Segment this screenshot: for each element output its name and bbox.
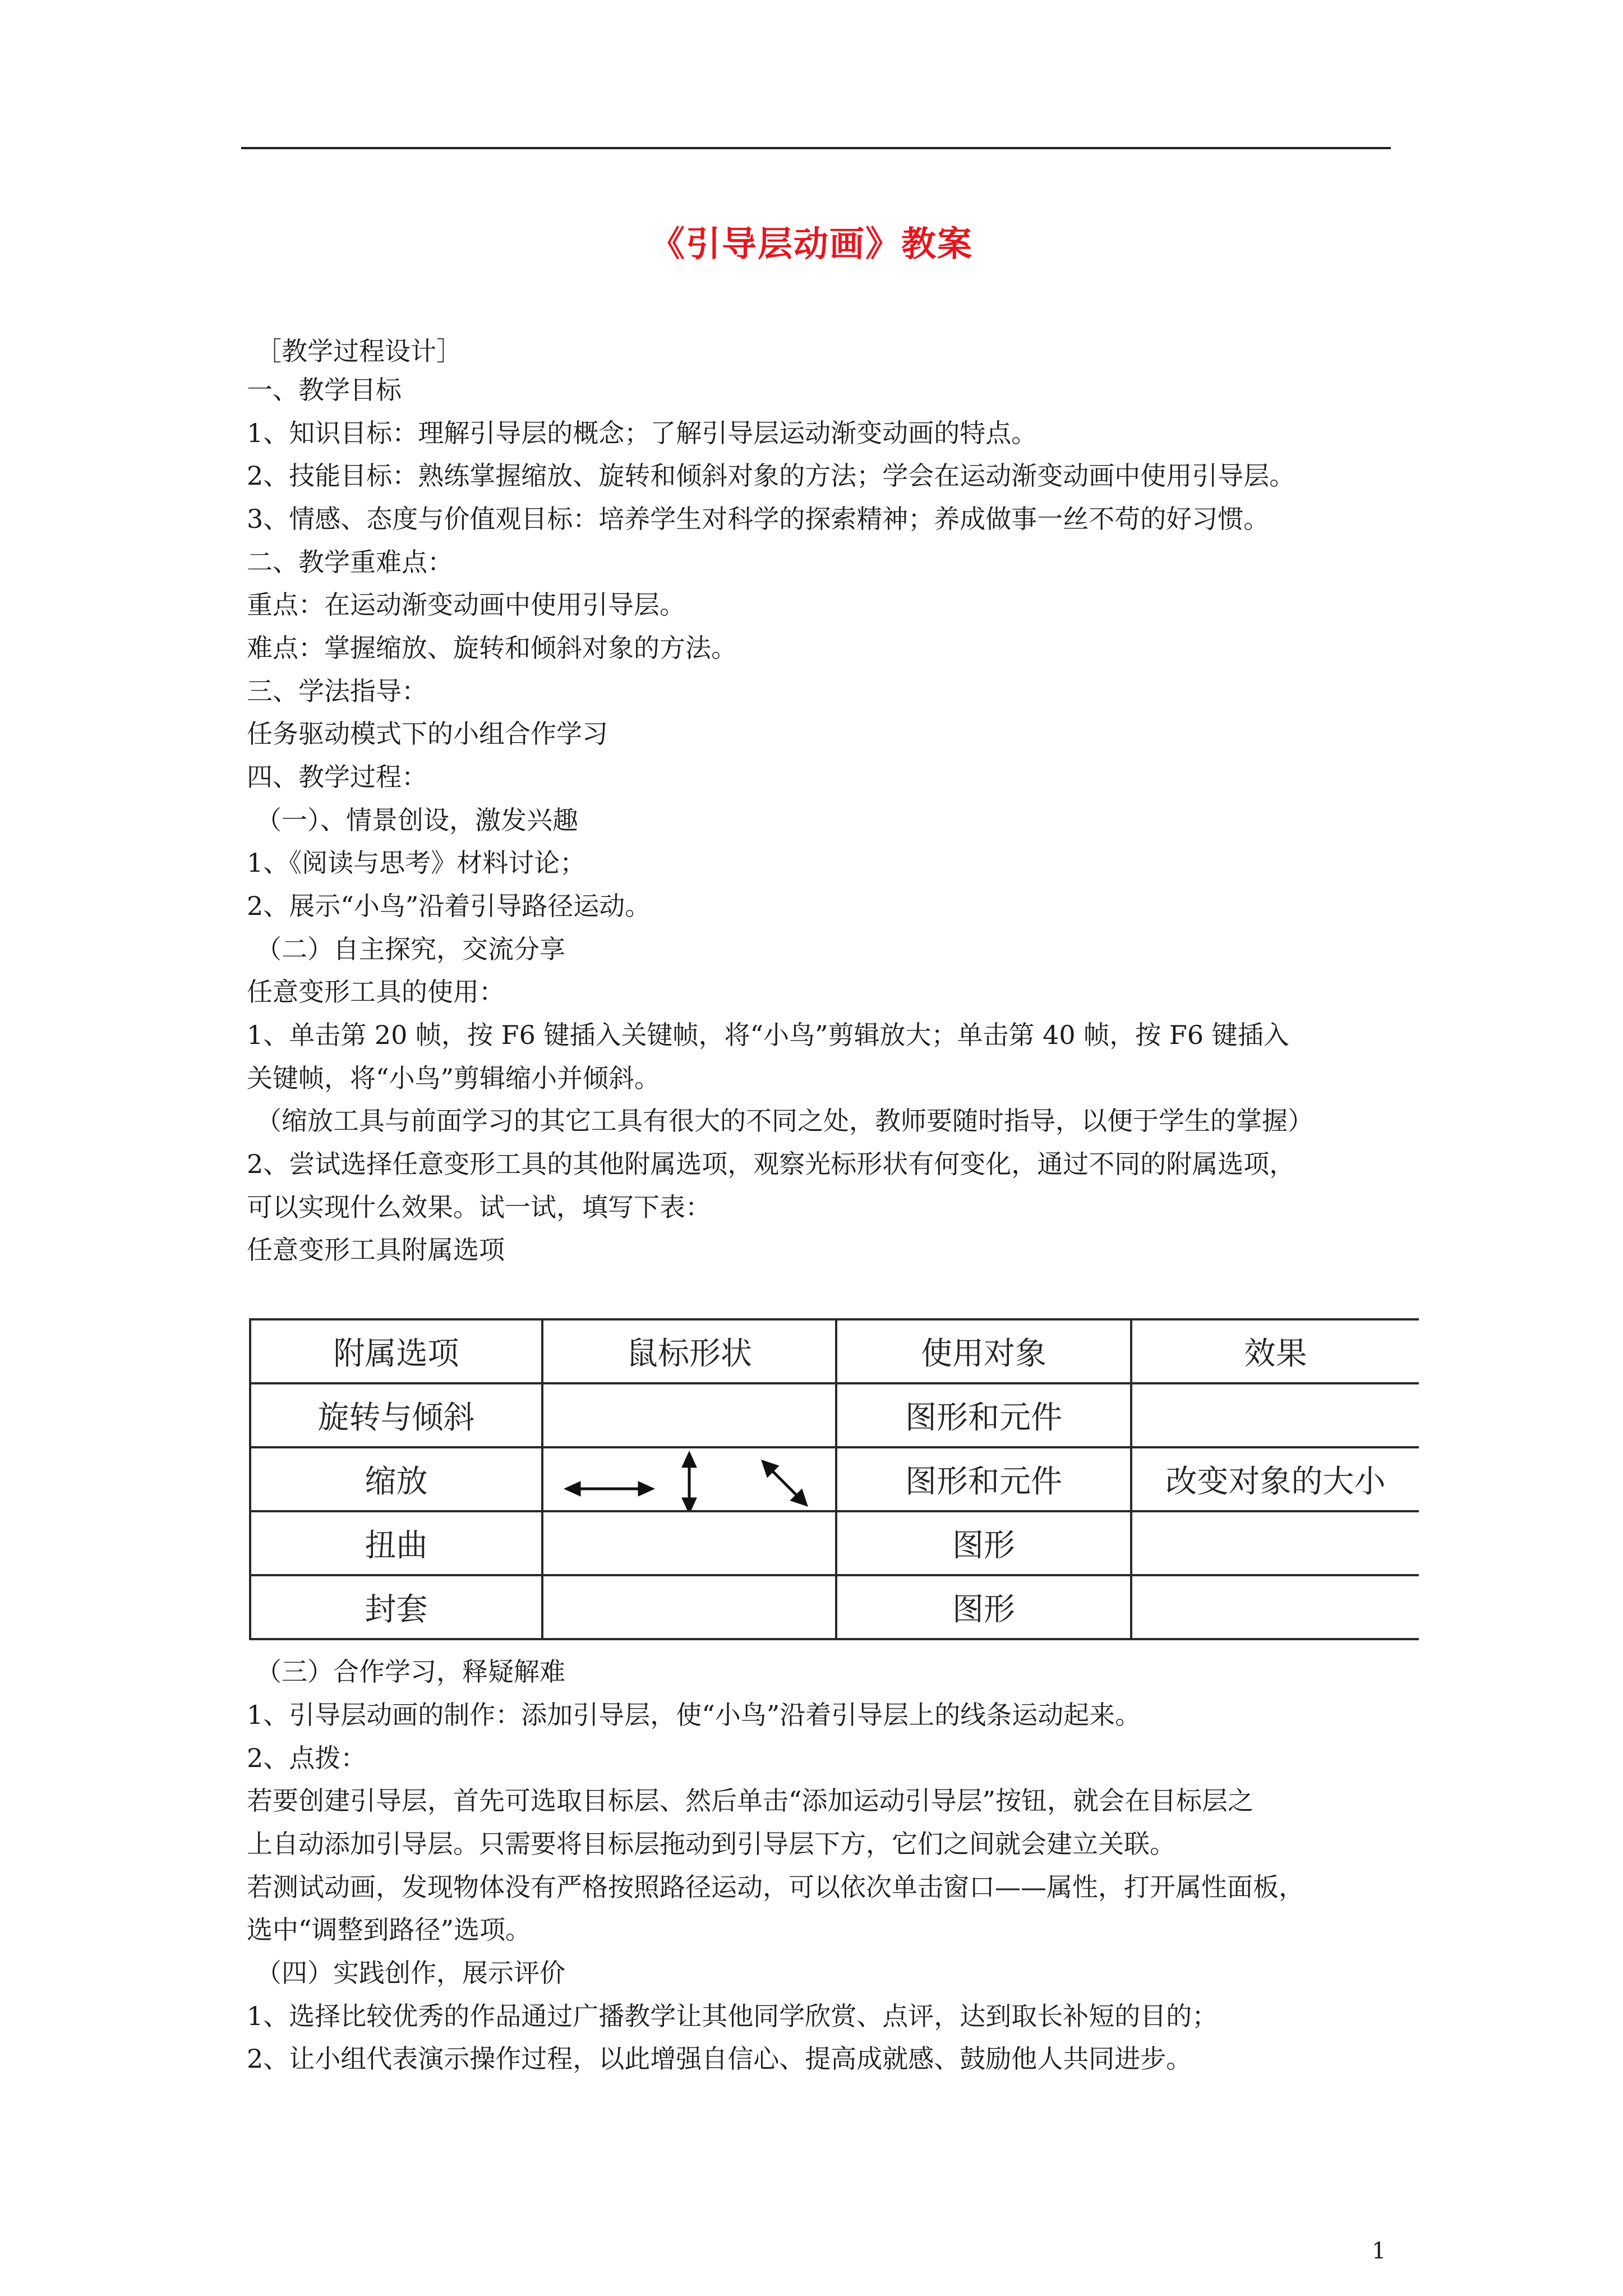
header-rule — [241, 147, 1391, 149]
text-line: 选中“调整到路径”选项。 — [247, 1915, 532, 1945]
text-line: 2、技能目标：熟练掌握缩放、旋转和倾斜对象的方法；学会在运动渐变动画中使用引导层。 — [247, 461, 1295, 491]
table-cell — [542, 1511, 836, 1575]
table-row — [250, 1447, 1419, 1511]
text-line: 2、点拨： — [247, 1743, 367, 1773]
table-header-cell: 鼠标形状 — [542, 1319, 836, 1383]
text-line: 若测试动画，发现物体没有严格按照路径运动，可以依次单击窗口——属性，打开属性面板， — [247, 1872, 1304, 1902]
text-line: 四、教学过程： — [247, 762, 427, 792]
text-line: （四）实践创作，展示评价 — [256, 1958, 565, 1988]
text-line: 1、知识目标：理解引导层的概念；了解引导层运动渐变动画的特点。 — [247, 418, 1038, 448]
text-line: 二、教学重难点： — [247, 547, 453, 577]
text-line: 2、展示“小鸟”沿着引导路径运动。 — [247, 891, 651, 921]
table-cell: 扭曲 — [250, 1511, 542, 1575]
table-cell: 缩放 — [250, 1447, 542, 1511]
document-title: 《引导层动画》教案 — [649, 223, 973, 264]
text-line: （二）自主探究，交流分享 — [256, 934, 565, 964]
table-cell — [1131, 1511, 1419, 1575]
text-line: 1、选择比较优秀的作品通过广播教学让其他同学欣赏、点评，达到取长补短的目的； — [247, 2001, 1218, 2031]
table-row — [250, 1511, 1419, 1575]
text-line: （三）合作学习，释疑解难 — [256, 1657, 565, 1687]
text-line: 任务驱动模式下的小组合作学习 — [247, 719, 608, 749]
table-cell: 图形和元件 — [836, 1383, 1131, 1447]
text-line: 任意变形工具附属选项 — [247, 1235, 505, 1265]
text-line: 上自动添加引导层。只需要将目标层拖动到引导层下方，它们之间就会建立关联。 — [247, 1829, 1175, 1859]
table-cell — [542, 1383, 836, 1447]
table-cell — [1131, 1575, 1419, 1639]
text-line: 关键帧，将“小鸟”剪辑缩小并倾斜。 — [247, 1063, 661, 1093]
table-header-cell: 附属选项 — [250, 1319, 542, 1383]
text-line: （缩放工具与前面学习的其它工具有很大的不同之处，教师要随时指导，以便于学生的掌握） — [256, 1106, 1313, 1136]
text-line: 一、教学目标 — [247, 375, 402, 405]
text-line: 重点：在运动渐变动画中使用引导层。 — [247, 590, 685, 620]
table-header-cell: 使用对象 — [836, 1319, 1131, 1383]
text-line: ［教学过程设计］ — [256, 336, 462, 366]
text-line: 难点：掌握缩放、旋转和倾斜对象的方法。 — [247, 633, 737, 663]
text-line: 若要创建引导层，首先可选取目标层、然后单击“添加运动引导层”按钮，就会在目标层之 — [247, 1786, 1254, 1816]
table-cell: 旋转与倾斜 — [250, 1383, 542, 1447]
text-line: 3、情感、态度与价值观目标：培养学生对科学的探索精神；养成做事一丝不苟的好习惯。 — [247, 504, 1270, 534]
text-line: （一）、情景创设，激发兴趣 — [256, 805, 578, 835]
table-cell — [1131, 1383, 1419, 1447]
text-line: 1、《阅读与思考》材料讨论； — [247, 848, 586, 878]
table-cell: 图形 — [836, 1511, 1131, 1575]
resize-cursors-icon — [560, 1448, 818, 1510]
table-cell-cursor-shapes — [542, 1447, 836, 1511]
table-cell: 图形和元件 — [836, 1447, 1131, 1511]
text-line: 2、尝试选择任意变形工具的其他附属选项，观察光标形状有何变化，通过不同的附属选项， — [247, 1149, 1295, 1179]
options-table — [249, 1318, 1419, 1640]
table-cell: 改变对象的大小 — [1131, 1447, 1419, 1511]
table-row — [250, 1383, 1419, 1447]
text-line: 2、让小组代表演示操作过程，以此增强自信心、提高成就感、鼓励他人共同进步。 — [247, 2044, 1192, 2074]
table-cell — [542, 1575, 836, 1639]
table-header-row — [250, 1319, 1419, 1383]
text-line: 三、学法指导： — [247, 676, 427, 706]
page-number: 1 — [1372, 2238, 1386, 2264]
text-line: 1、引导层动画的制作：添加引导层，使“小鸟”沿着引导层上的线条运动起来。 — [247, 1700, 1141, 1730]
text-line: 可以实现什么效果。试一试，填写下表： — [247, 1192, 711, 1222]
table-cell: 图形 — [836, 1575, 1131, 1639]
table-header-cell: 效果 — [1131, 1319, 1419, 1383]
table-row — [250, 1575, 1419, 1639]
table-cell: 封套 — [250, 1575, 542, 1639]
text-line: 1、单击第 20 帧，按 F6 键插入关键帧，将“小鸟”剪辑放大；单击第 40 帧，按 F6 键插入 — [247, 1020, 1289, 1050]
text-line: 任意变形工具的使用： — [247, 977, 505, 1007]
